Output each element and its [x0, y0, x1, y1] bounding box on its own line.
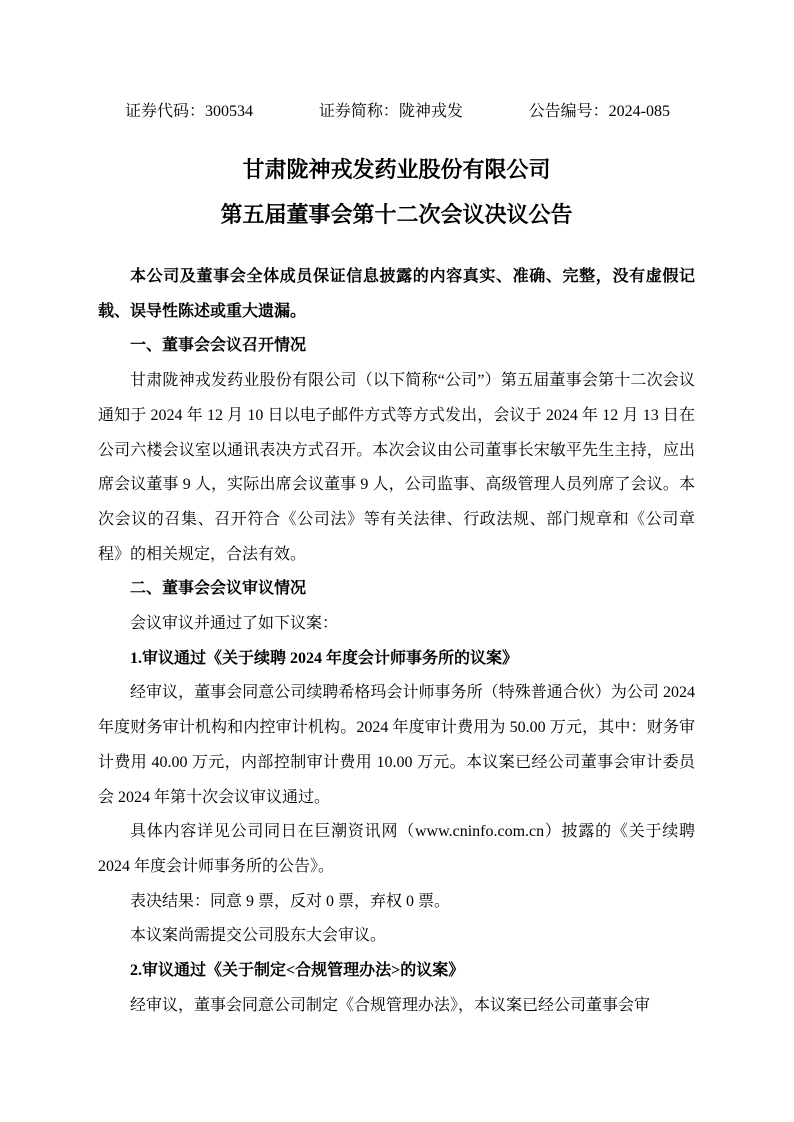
document-body — [98, 260, 695, 1023]
company-name-title: 甘肃陇神戎发药业股份有限公司 — [242, 157, 551, 182]
paragraph-item1-submission: 本议案尚需提交公司股东大会审议。 — [130, 927, 387, 945]
announcement-number: 公告编号：2024-085 — [528, 103, 670, 120]
paragraph-item1-content: 经审议，董事会同意公司续聘希格玛会计师事务所（特殊普通合伙）为公司 2024 年度财务审计机构和内控审计机构。2024 年度审计费用为 50.00 万元，其中：财务审计费用 40.00 万元，内部控制审计费用 10.00 万元。本议案已经公司董事会审计委员会 2024 年第十次会议审议通过。 — [98, 684, 695, 806]
paragraph-convening-details: 甘肃陇神戎发药业股份有限公司（以下简称“公司”）第五届董事会第十二次会议通知于 2024 年 12 月 10 日以电子邮件方式等方式发出，会议于 2024 年 12 月 13 日在公司六楼会议室以通讯表决方式召开。本次会议由公司董事长宋敏平先生主持，应出席会议董事 9 人，实际出席会议董事 9 人，公司监事、高级管理人员列席了会议。本次会议的召集、召开符合《公司法》等有关法律、行政法规、部门规章和《公司章程》的相关规定，合法有效。 — [98, 372, 695, 563]
section-heading-review: 二、董事会会议审议情况 — [130, 580, 307, 598]
stock-name: 证券简称：陇神戎发 — [318, 103, 463, 120]
paragraph-item1-vote-result: 表决结果：同意 9 票，反对 0 票，弃权 0 票。 — [130, 892, 451, 910]
document-header — [98, 103, 695, 121]
item-heading-2: 2.审议通过《关于制定<合规管理办法>的议案》 — [130, 962, 465, 980]
document-title — [98, 147, 695, 237]
item-heading-1: 1.审议通过《关于续聘 2024 年度会计师事务所的议案》 — [130, 649, 519, 667]
meeting-resolution-title: 第五届董事会第十二次会议决议公告 — [220, 202, 573, 227]
section-heading-convening: 一、董事会会议召开情况 — [130, 337, 307, 355]
paragraph-review-intro: 会议审议并通过了如下议案： — [130, 615, 339, 633]
stock-code: 证券代码：300534 — [125, 103, 254, 120]
paragraph-item2-content: 经审议，董事会同意公司制定《合规管理办法》，本议案已经公司董事会审 — [130, 996, 651, 1014]
disclaimer-statement: 本公司及董事会全体成员保证信息披露的内容真实、准确、完整，没有虚假记载、误导性陈述或重大遗漏。 — [98, 268, 695, 320]
paragraph-item1-disclosure: 具体内容详见公司同日在巨潮资讯网（www.cninfo.com.cn）披露的《关于续聘 2024 年度会计师事务所的公告》。 — [98, 823, 695, 875]
